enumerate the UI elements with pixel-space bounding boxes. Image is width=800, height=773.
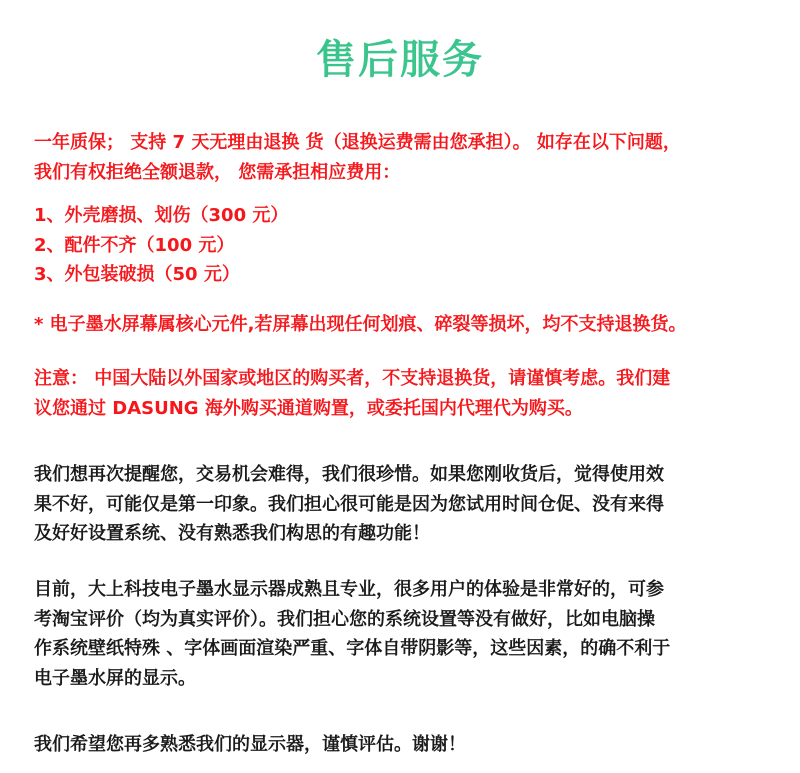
product-line-2: 考淘宝评价（均为真实评价）。我们担心您的系统设置等没有做好，比如电脑操 [34, 608, 655, 630]
reminder-line-1: 我们想再次提醒您，交易机会难得，我们很珍惜。如果您刚收货后，觉得使用效 [34, 464, 664, 485]
notice-line-2: 议您通过 DASUNG 海外购买通道购置，或委托国内代理代为购买。 [34, 397, 583, 419]
page-title: 售后服务 [0, 28, 800, 85]
reminder-line-2: 果不好，可能仅是第一印象。我们担心很可能是因为您试用时间仓促、没有来得 [34, 493, 664, 515]
warranty-policy [34, 128, 774, 187]
product-line-1: 目前，大上科技电子墨水显示器成熟且专业，很多用户的体验是非常好的，可参 [34, 579, 664, 600]
product-line-3: 作系统壁纸特殊 、字体画面渲染严重、字体自带阴影等，这些因素，的确不利于 [34, 638, 671, 659]
warranty-line-1: 一年质保； 支持 7 天无理由退换 货（退换运费需由您承担）。 如存在以下问题， [34, 132, 681, 153]
closing-text: 我们希望您再多熟悉我们的显示器，谨慎评估。谢谢！ [34, 734, 466, 755]
closing-paragraph [34, 730, 774, 760]
reminder-line-3: 及好好设置系统、没有熟悉我们构思的有趣功能！ [34, 523, 430, 544]
product-paragraph [34, 575, 774, 693]
fee-item-shell-wear: 1、外壳磨损、划伤（300 元） [34, 205, 289, 226]
fee-list [34, 201, 774, 290]
warranty-line-2: 我们有权拒绝全额退款， 您需承担相应费用： [34, 161, 401, 183]
reminder-paragraph [34, 460, 774, 549]
screen-damage-note [34, 310, 774, 340]
notice-line-1: 注意： 中国大陆以外国家或地区的购买者，不支持退换货，请谨慎考虑。我们建 [34, 368, 671, 389]
overseas-notice [34, 364, 774, 423]
product-line-4: 电子墨水屏的显示。 [34, 667, 196, 689]
fee-item-package-damage: 3、外包装破损（50 元） [34, 264, 240, 285]
fee-item-missing-parts: 2、配件不齐（100 元） [34, 234, 235, 256]
screen-note-text: * 电子墨水屏幕属核心元件,若屏幕出现任何划痕、碎裂等损坏，均不支持退换货。 [34, 314, 687, 335]
